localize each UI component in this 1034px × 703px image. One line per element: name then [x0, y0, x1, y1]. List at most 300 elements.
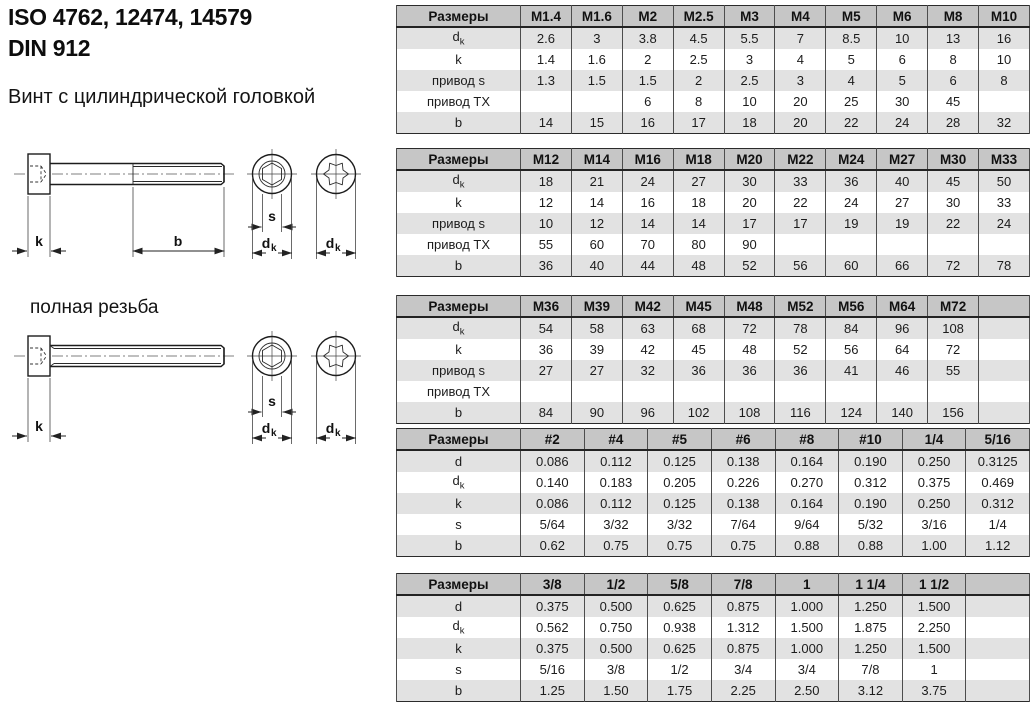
cell-value: 18: [724, 112, 775, 134]
cell-value: 2: [673, 70, 724, 91]
row-label: s: [397, 659, 521, 680]
cell-value: 7/64: [711, 514, 775, 535]
cell-value: 19: [877, 213, 928, 234]
table-row: [397, 255, 1030, 277]
cell-value: [877, 381, 928, 402]
cell-value: [966, 680, 1030, 702]
table-row: [397, 680, 1030, 702]
cell-value: 1.5: [622, 70, 673, 91]
cell-value: 0.500: [584, 638, 648, 659]
cell-value: 27: [571, 360, 622, 381]
col-header-size: #4: [584, 429, 648, 451]
cell-value: [673, 381, 724, 402]
cell-value: 156: [928, 402, 979, 424]
cell-value: 13: [928, 27, 979, 49]
cell-value: 0.138: [711, 450, 775, 472]
cell-value: [966, 659, 1030, 680]
row-label: d: [397, 595, 521, 617]
col-header-size: M48: [724, 296, 775, 318]
cell-value: 0.62: [521, 535, 585, 557]
cell-value: 2.250: [902, 617, 966, 638]
cell-value: 48: [673, 255, 724, 277]
cell-value: 64: [877, 339, 928, 360]
spec-tables-region: [396, 0, 1030, 703]
cell-value: 60: [826, 255, 877, 277]
cell-value: 16: [622, 112, 673, 134]
col-header-size: #5: [648, 429, 712, 451]
cell-value: 0.086: [521, 450, 585, 472]
cell-value: [966, 638, 1030, 659]
row-label: $d_k$: [397, 617, 521, 638]
cell-value: 33: [775, 170, 826, 192]
cell-value: 48: [724, 339, 775, 360]
cell-value: 0.183: [584, 472, 648, 493]
table-row: [397, 49, 1030, 70]
cell-value: 1.3: [521, 70, 572, 91]
cell-value: 55: [928, 360, 979, 381]
row-label: $d_k$: [397, 472, 521, 493]
cell-value: 3/32: [584, 514, 648, 535]
cell-value: 0.190: [839, 493, 903, 514]
row-label: k: [397, 339, 521, 360]
cell-value: 0.125: [648, 450, 712, 472]
cell-value: 1/4: [966, 514, 1030, 535]
spec-table: [396, 148, 1030, 277]
cell-value: 52: [775, 339, 826, 360]
cell-value: 0.375: [902, 472, 966, 493]
cell-value: 1.500: [902, 638, 966, 659]
page-title: [8, 2, 252, 64]
cell-value: 32: [979, 112, 1030, 134]
cell-value: 25: [826, 91, 877, 112]
cell-value: 6: [877, 49, 928, 70]
cell-value: 3/4: [775, 659, 839, 680]
cell-value: 60: [571, 234, 622, 255]
col-header-size: M27: [877, 149, 928, 171]
table-row: [397, 450, 1030, 472]
cell-value: 5/64: [521, 514, 585, 535]
cell-value: 3/8: [584, 659, 648, 680]
cell-value: 3/16: [902, 514, 966, 535]
cell-value: 54: [521, 317, 572, 339]
table-row: [397, 493, 1030, 514]
table-header-row: [397, 296, 1030, 318]
cell-value: 63: [622, 317, 673, 339]
cell-value: 36: [521, 255, 572, 277]
cell-value: 17: [724, 213, 775, 234]
col-header-size: M6: [877, 6, 928, 28]
cell-value: 0.112: [584, 493, 648, 514]
col-header-size: #2: [521, 429, 585, 451]
col-header-size: [979, 296, 1030, 318]
cell-value: [826, 381, 877, 402]
cell-value: 20: [724, 192, 775, 213]
cell-value: 14: [622, 213, 673, 234]
cell-value: [928, 234, 979, 255]
cell-value: 0.562: [521, 617, 585, 638]
row-label: b: [397, 680, 521, 702]
standard-iso-title: ISO 4762, 12474, 14579: [8, 4, 253, 30]
cell-value: 3: [775, 70, 826, 91]
table-row: [397, 360, 1030, 381]
dim-label-dk-sub: k: [335, 428, 341, 439]
cell-value: 0.375: [521, 638, 585, 659]
cell-value: 16: [622, 192, 673, 213]
cell-value: 17: [775, 213, 826, 234]
cell-value: [622, 381, 673, 402]
end-view-torx-socket: [311, 149, 361, 199]
col-header-size: M12: [521, 149, 572, 171]
cell-value: 36: [521, 339, 572, 360]
cell-value: 14: [571, 192, 622, 213]
col-header-size: #8: [775, 429, 839, 451]
cell-value: 46: [877, 360, 928, 381]
row-label: k: [397, 493, 521, 514]
cell-value: 2.5: [673, 49, 724, 70]
table-header-row: [397, 429, 1030, 451]
standard-din-title: DIN 912: [8, 35, 91, 61]
cell-value: 40: [877, 170, 928, 192]
row-label: k: [397, 638, 521, 659]
col-header-size: M3: [724, 6, 775, 28]
cell-value: 0.625: [648, 595, 712, 617]
row-label: b: [397, 112, 521, 134]
cell-value: 0.75: [648, 535, 712, 557]
cell-value: 66: [877, 255, 928, 277]
cell-value: 0.086: [521, 493, 585, 514]
col-header-size: [966, 574, 1030, 596]
cell-value: 70: [622, 234, 673, 255]
cell-value: [775, 234, 826, 255]
table-row: [397, 514, 1030, 535]
cell-value: 0.312: [839, 472, 903, 493]
cell-value: 5/16: [521, 659, 585, 680]
row-label: привод TX: [397, 234, 521, 255]
cell-value: 45: [928, 91, 979, 112]
cell-value: 32: [622, 360, 673, 381]
cell-value: 56: [826, 339, 877, 360]
cell-value: 20: [775, 91, 826, 112]
cell-value: [979, 360, 1030, 381]
dim-label-dk-main: d: [325, 420, 335, 436]
table-row: [397, 472, 1030, 493]
cell-value: 50: [979, 170, 1030, 192]
col-header-size: M20: [724, 149, 775, 171]
cell-value: 40: [571, 255, 622, 277]
cell-value: 27: [521, 360, 572, 381]
row-label: привод TX: [397, 381, 521, 402]
col-header-sizes: Размеры: [397, 6, 521, 28]
cell-value: 1.25: [521, 680, 585, 702]
row-label: s: [397, 514, 521, 535]
cell-value: 90: [571, 402, 622, 424]
cell-value: 68: [673, 317, 724, 339]
page-subtitle: Винт с цилиндрической головкой: [8, 86, 316, 108]
spec-table: [396, 428, 1030, 557]
col-header-size: M22: [775, 149, 826, 171]
cell-value: 14: [521, 112, 572, 134]
col-header-sizes: Размеры: [397, 429, 521, 451]
table-row: [397, 638, 1030, 659]
cell-value: 28: [928, 112, 979, 134]
cell-value: 1.312: [711, 617, 775, 638]
col-header-size: M39: [571, 296, 622, 318]
table-row: [397, 170, 1030, 192]
cell-value: 108: [724, 402, 775, 424]
cell-value: 8: [928, 49, 979, 70]
col-header-size: M72: [928, 296, 979, 318]
col-header-size: M24: [826, 149, 877, 171]
cell-value: 0.875: [711, 638, 775, 659]
cell-value: 8: [673, 91, 724, 112]
cell-value: 56: [775, 255, 826, 277]
row-label: k: [397, 49, 521, 70]
cell-value: 0.3125: [966, 450, 1030, 472]
cell-value: 0.164: [775, 493, 839, 514]
col-header-size: M2: [622, 6, 673, 28]
col-header-size: 5/16: [966, 429, 1030, 451]
cell-value: 0.250: [902, 493, 966, 514]
row-label: $d_k$: [397, 317, 521, 339]
cell-value: 3.75: [902, 680, 966, 702]
row-label: привод s: [397, 360, 521, 381]
col-header-size: M36: [521, 296, 572, 318]
cell-value: 0.750: [584, 617, 648, 638]
cell-value: 0.125: [648, 493, 712, 514]
cell-value: 0.75: [711, 535, 775, 557]
col-header-size: 1: [775, 574, 839, 596]
table-row: [397, 617, 1030, 638]
dim-label-k: k: [35, 418, 43, 434]
dim-label-dk-sub: k: [271, 243, 277, 254]
cell-value: 2.6: [521, 27, 572, 49]
row-label: привод s: [397, 70, 521, 91]
cell-value: 45: [673, 339, 724, 360]
cell-value: 44: [622, 255, 673, 277]
cell-value: 55: [521, 234, 572, 255]
row-label: привод TX: [397, 91, 521, 112]
cell-value: 96: [622, 402, 673, 424]
cell-value: 5: [826, 49, 877, 70]
col-header-size: M52: [775, 296, 826, 318]
cell-value: 27: [673, 170, 724, 192]
col-header-size: M10: [979, 6, 1030, 28]
cell-value: 36: [724, 360, 775, 381]
col-header-size: 7/8: [711, 574, 775, 596]
col-header-size: M2.5: [673, 6, 724, 28]
cell-value: 0.938: [648, 617, 712, 638]
cell-value: 78: [775, 317, 826, 339]
col-header-size: 1/2: [584, 574, 648, 596]
cell-value: 0.88: [839, 535, 903, 557]
cell-value: 17: [673, 112, 724, 134]
cell-value: 108: [928, 317, 979, 339]
cell-value: 4.5: [673, 27, 724, 49]
cell-value: 22: [928, 213, 979, 234]
cell-value: 36: [775, 360, 826, 381]
dim-label-b: b: [173, 233, 183, 249]
screw-head-side: [28, 154, 50, 194]
cell-value: [877, 234, 928, 255]
cell-value: 0.469: [966, 472, 1030, 493]
cell-value: [979, 91, 1030, 112]
cell-value: 1.5: [571, 70, 622, 91]
cell-value: 3/32: [648, 514, 712, 535]
table-row: [397, 27, 1030, 49]
cell-value: 1.12: [966, 535, 1030, 557]
row-label: b: [397, 255, 521, 277]
col-header-size: M45: [673, 296, 724, 318]
cell-value: 12: [521, 192, 572, 213]
spec-table-metric-small: [396, 5, 1030, 134]
cell-value: 6: [622, 91, 673, 112]
col-header-sizes: Размеры: [397, 149, 521, 171]
cell-value: [826, 234, 877, 255]
cell-value: 1.6: [571, 49, 622, 70]
cell-value: 6: [928, 70, 979, 91]
cell-value: 10: [521, 213, 572, 234]
row-label: k: [397, 192, 521, 213]
cell-value: 18: [673, 192, 724, 213]
cell-value: 30: [724, 170, 775, 192]
cell-value: 0.75: [584, 535, 648, 557]
col-header-size: M1.6: [571, 6, 622, 28]
cell-value: 102: [673, 402, 724, 424]
dim-label-dk-main: d: [261, 235, 271, 251]
end-view-hex-socket: [247, 149, 297, 199]
cell-value: 7/8: [839, 659, 903, 680]
cell-value: 1.4: [521, 49, 572, 70]
cell-value: 3/4: [711, 659, 775, 680]
dimension-s: [248, 376, 296, 417]
col-header-size: 1/4: [902, 429, 966, 451]
table-row: [397, 234, 1030, 255]
cell-value: 24: [979, 213, 1030, 234]
cell-value: [979, 234, 1030, 255]
cell-value: 3.12: [839, 680, 903, 702]
cell-value: 12: [571, 213, 622, 234]
cell-value: [966, 617, 1030, 638]
spec-table: [396, 5, 1030, 134]
cell-value: 20: [775, 112, 826, 134]
dimension-s: [248, 194, 296, 232]
table-row: [397, 535, 1030, 557]
table-row: [397, 659, 1030, 680]
cell-value: 16: [979, 27, 1030, 49]
cell-value: 41: [826, 360, 877, 381]
table-row: [397, 91, 1030, 112]
cell-value: 52: [724, 255, 775, 277]
col-header-size: 1 1/2: [902, 574, 966, 596]
cell-value: 1.250: [839, 595, 903, 617]
spec-table-inch-small: [396, 428, 1030, 557]
spec-table: [396, 573, 1030, 702]
cell-value: 0.138: [711, 493, 775, 514]
table-row: [397, 339, 1030, 360]
cell-value: 8: [979, 70, 1030, 91]
cell-value: [979, 402, 1030, 424]
cell-value: 3: [724, 49, 775, 70]
cell-value: 4: [775, 49, 826, 70]
cell-value: 84: [826, 317, 877, 339]
cell-value: 7: [775, 27, 826, 49]
dim-label-dk-main: d: [261, 420, 271, 436]
cell-value: 78: [979, 255, 1030, 277]
cell-value: 0.312: [966, 493, 1030, 514]
cell-value: 4: [826, 70, 877, 91]
screw-drawing-full-thread: [0, 320, 390, 460]
dim-label-dk-sub: k: [335, 243, 341, 254]
col-header-size: #10: [839, 429, 903, 451]
cell-value: [521, 381, 572, 402]
screw-drawing-partial-thread: [0, 140, 390, 295]
cell-value: 1.000: [775, 638, 839, 659]
cell-value: [724, 381, 775, 402]
dimension-k: [12, 378, 66, 442]
cell-value: 0.875: [711, 595, 775, 617]
screw-head-side: [28, 336, 50, 376]
col-header-sizes: Размеры: [397, 574, 521, 596]
col-header-size: #6: [711, 429, 775, 451]
cell-value: 10: [979, 49, 1030, 70]
cell-value: [979, 381, 1030, 402]
cell-value: [928, 381, 979, 402]
cell-value: [571, 91, 622, 112]
cell-value: 30: [928, 192, 979, 213]
cell-value: 124: [826, 402, 877, 424]
cell-value: 33: [979, 192, 1030, 213]
dim-label-dk-sub: k: [271, 428, 277, 439]
dim-label-k: k: [35, 233, 43, 249]
row-label: $d_k$: [397, 170, 521, 192]
cell-value: 0.226: [711, 472, 775, 493]
col-header-size: M18: [673, 149, 724, 171]
cell-value: 36: [673, 360, 724, 381]
col-header-size: M14: [571, 149, 622, 171]
table-row: [397, 595, 1030, 617]
full-thread-label: полная резьба: [30, 297, 159, 318]
cell-value: [966, 595, 1030, 617]
cell-value: 9/64: [775, 514, 839, 535]
dim-label-s: s: [268, 393, 276, 409]
cell-value: 24: [826, 192, 877, 213]
cell-value: 10: [877, 27, 928, 49]
col-header-size: M56: [826, 296, 877, 318]
row-label: привод s: [397, 213, 521, 234]
cell-value: 42: [622, 339, 673, 360]
cell-value: 18: [521, 170, 572, 192]
cell-value: 1.00: [902, 535, 966, 557]
row-label: $d_k$: [397, 27, 521, 49]
cell-value: 14: [673, 213, 724, 234]
cell-value: 45: [928, 170, 979, 192]
row-label: d: [397, 450, 521, 472]
spec-table-metric-medium: [396, 148, 1030, 277]
table-row: [397, 112, 1030, 134]
cell-value: 1.500: [775, 617, 839, 638]
col-header-size: M8: [928, 6, 979, 28]
cell-value: 1.75: [648, 680, 712, 702]
col-header-size: M64: [877, 296, 928, 318]
cell-value: 36: [826, 170, 877, 192]
cell-value: 1.250: [839, 638, 903, 659]
cell-value: 84: [521, 402, 572, 424]
cell-value: 3.8: [622, 27, 673, 49]
cell-value: 5.5: [724, 27, 775, 49]
dim-label-dk-main: d: [325, 235, 335, 251]
cell-value: 58: [571, 317, 622, 339]
cell-value: 2: [622, 49, 673, 70]
